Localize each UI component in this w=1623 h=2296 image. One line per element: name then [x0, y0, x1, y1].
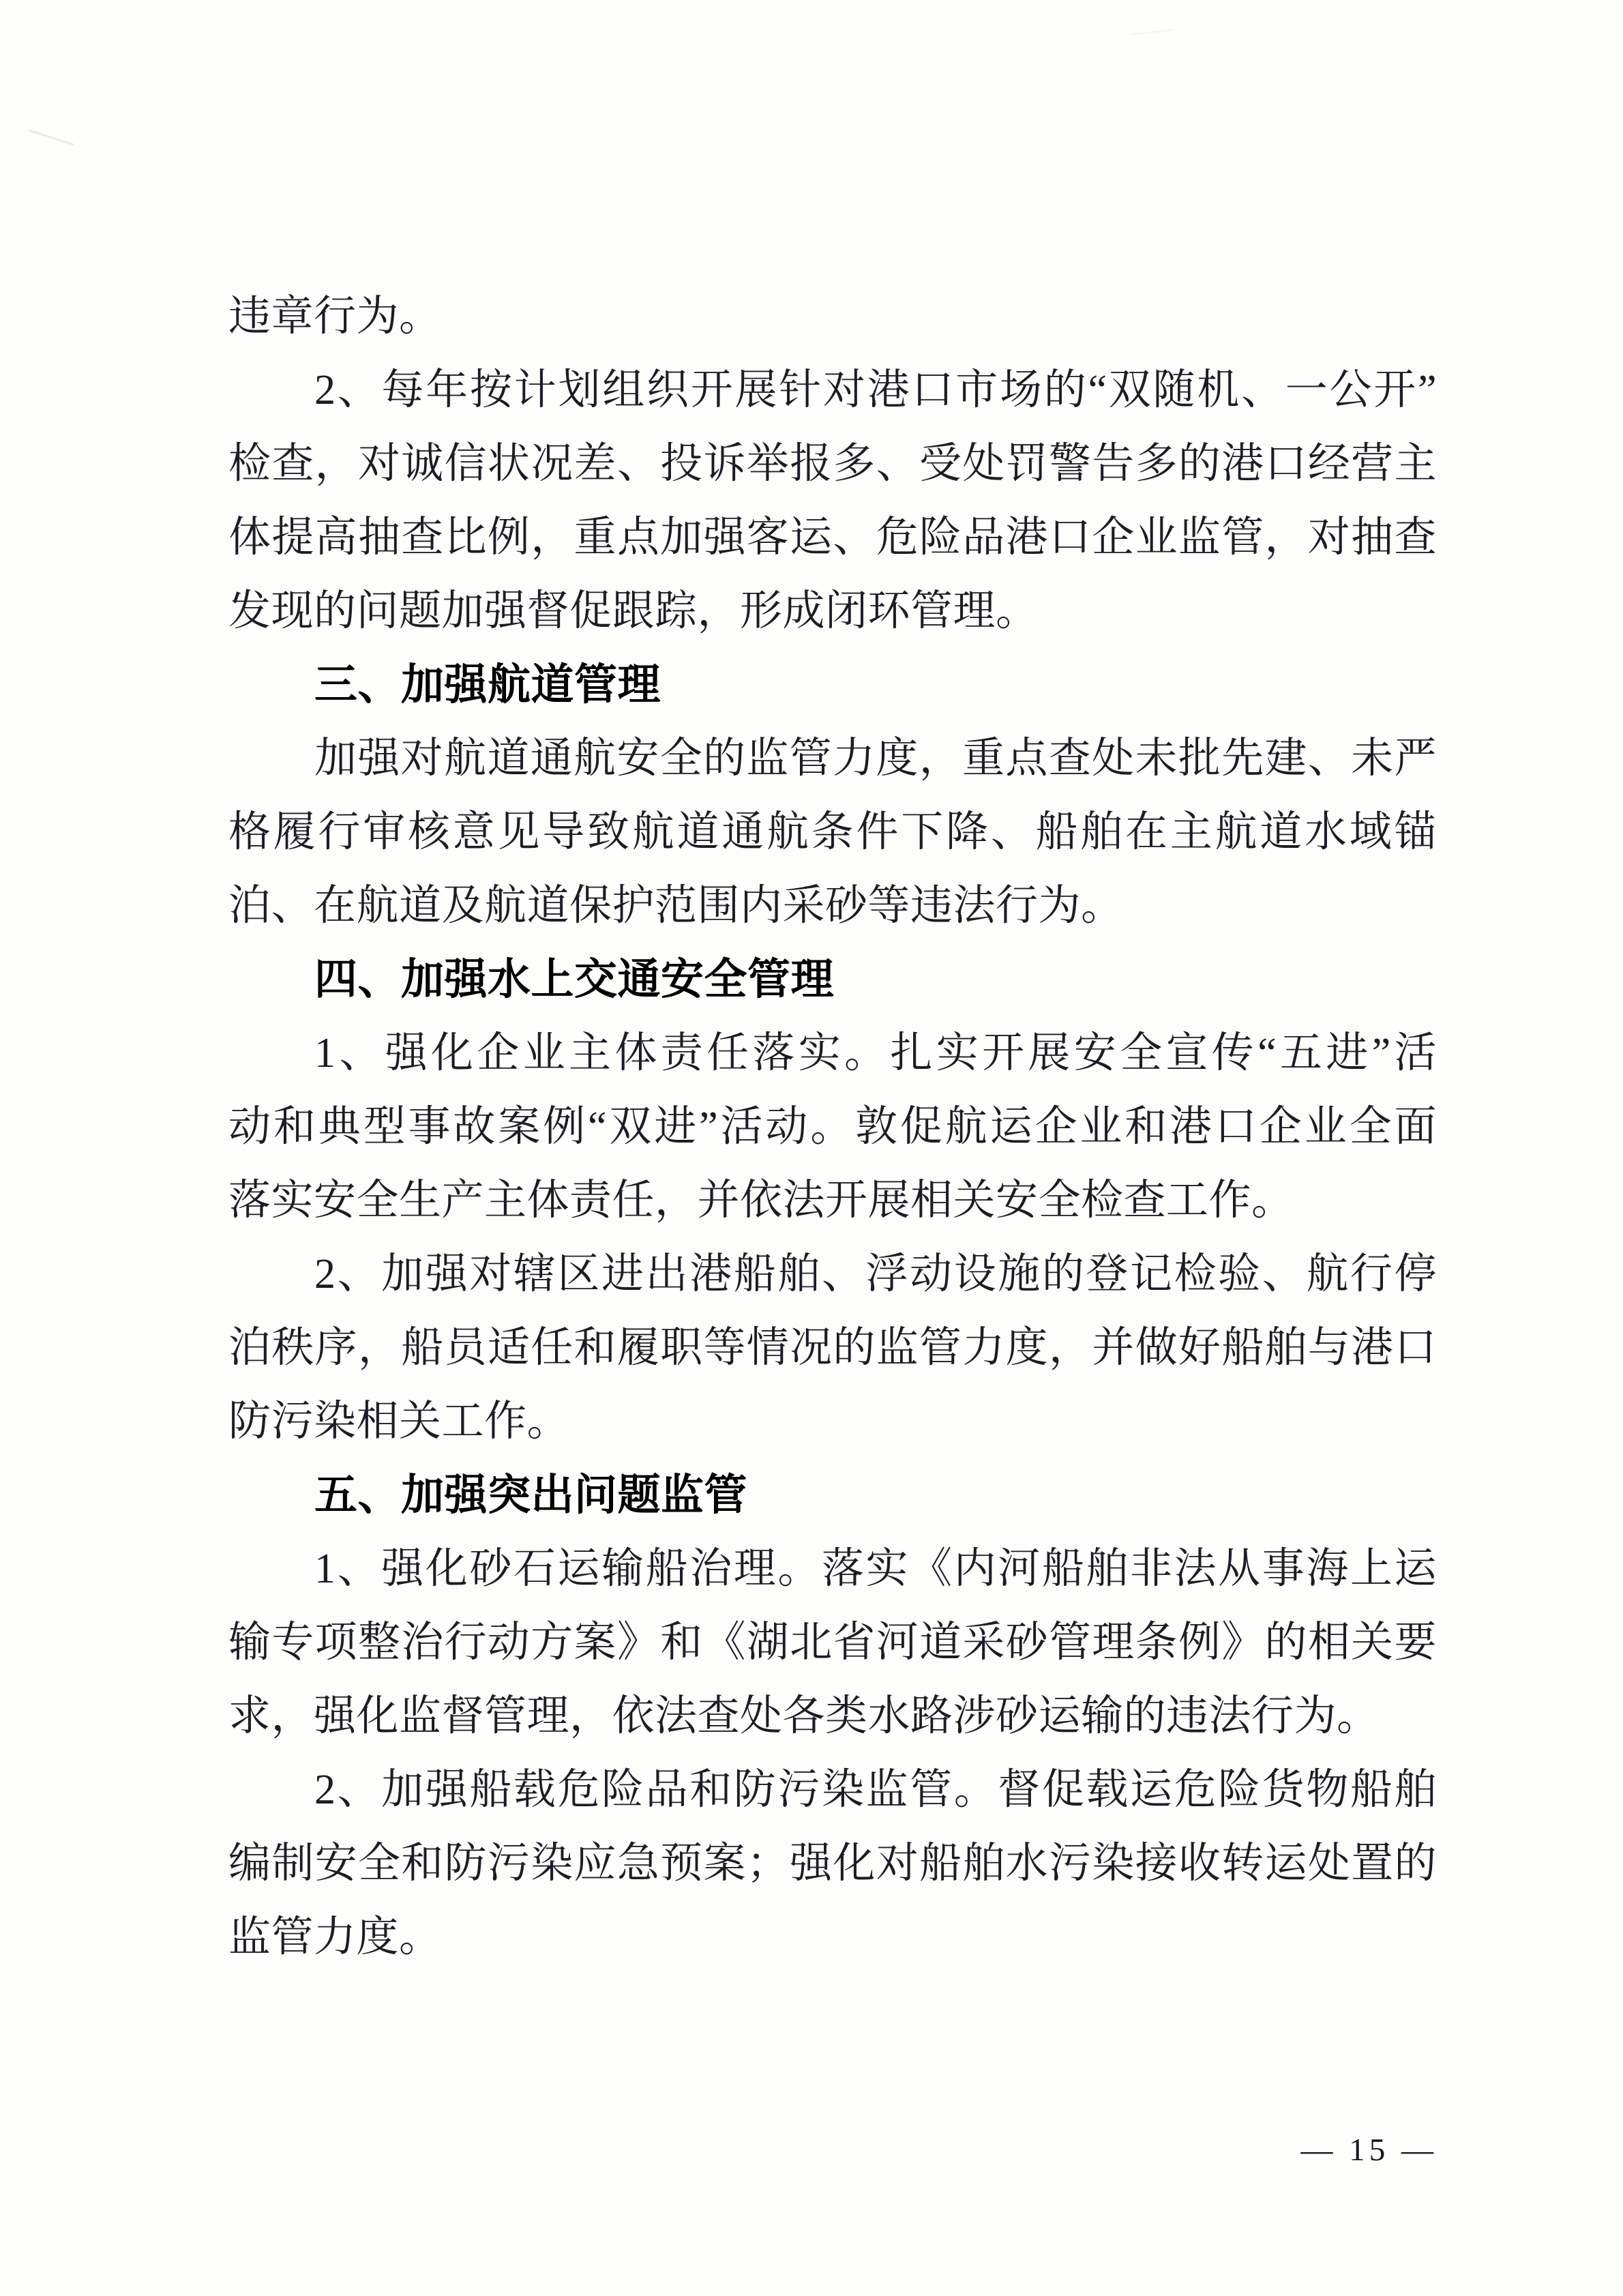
text-line: 1、强化企业主体责任落实。扎实开展安全宣传“五进”活: [314, 1030, 1437, 1076]
text-line: 泊秩序，船员适任和履职等情况的监管力度，并做好船舶与港口: [228, 1325, 1437, 1371]
text-line: 动和典型事故案例“双进”活动。敦促航运企业和港口企业全面: [228, 1104, 1437, 1150]
section-heading: 四、加强水上交通安全管理: [314, 956, 834, 1003]
text-line: 输专项整治行动方案》和《湖北省河道采砂管理条例》的相关要: [228, 1619, 1437, 1666]
text-line: 监管力度。: [228, 1914, 442, 1960]
scan-artifact: [1132, 29, 1173, 35]
text-line: 2、加强船载危险品和防污染监管。督促载运危险货物船舶: [314, 1767, 1437, 1813]
text-line: 泊、在航道及航道保护范围内采砂等违法行为。: [228, 883, 1124, 929]
scan-artifact: [28, 129, 74, 145]
text-line: 2、每年按计划组织开展针对港口市场的“双随机、一公开”: [314, 367, 1437, 413]
text-line: 违章行为。: [228, 293, 442, 340]
section-heading: 五、加强突出问题监管: [314, 1471, 747, 1519]
text-line: 发现的问题加强督促跟踪，形成闭环管理。: [228, 588, 1039, 634]
text-line: 1、强化砂石运输船治理。落实《内河船舶非法从事海上运: [314, 1546, 1437, 1592]
text-line: 体提高抽查比例，重点加强客运、危险品港口企业监管，对抽查: [228, 514, 1437, 561]
text-line: 落实安全生产主体责任，并依法开展相关安全检查工作。: [228, 1177, 1294, 1224]
text-line: 求，强化监督管理，依法查处各类水路涉砂运输的违法行为。: [228, 1693, 1380, 1739]
document-body: [228, 280, 1437, 1974]
text-line: 检查，对诚信状况差、投诉举报多、受处罚警告多的港口经营主: [228, 441, 1437, 487]
page-number: — 15 —: [1300, 2132, 1438, 2168]
text-line: 加强对航道通航安全的监管力度，重点查处未批先建、未严: [314, 735, 1437, 782]
section-heading: 三、加强航道管理: [314, 661, 661, 709]
text-line: 格履行审核意见导致航道通航条件下降、船舶在主航道水域锚: [228, 809, 1437, 855]
text-line: 编制安全和防污染应急预案；强化对船舶水污染接收转运处置的: [228, 1840, 1437, 1887]
text-line: 防污染相关工作。: [228, 1398, 570, 1445]
text-line: 2、加强对辖区进出港船舶、浮动设施的登记检验、航行停: [314, 1251, 1437, 1297]
